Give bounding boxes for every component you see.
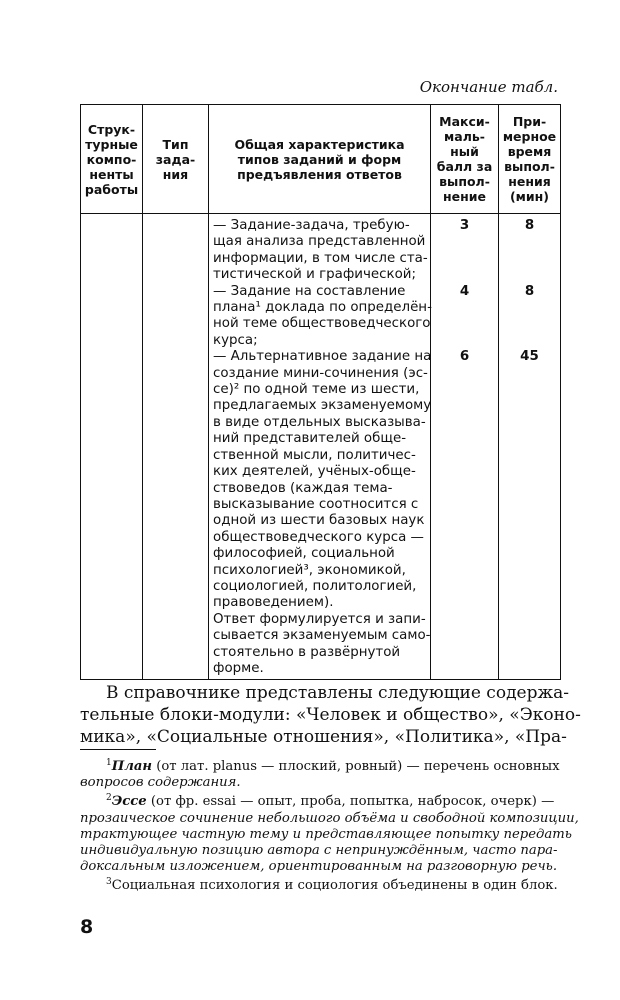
- description-line: правоведением).: [213, 595, 334, 611]
- description-line: ной теме обществоведческого: [213, 316, 431, 332]
- footnote-line: трактующее частную тему и представляющее попытку передать: [80, 826, 572, 842]
- page-number: 8: [80, 916, 94, 938]
- footnote-2: [80, 793, 579, 875]
- max-score-value: 6: [459, 349, 470, 364]
- description-line: сывается экзаменуемым само-: [213, 628, 431, 644]
- description-line: предлагаемых экзаменуемому: [213, 398, 432, 414]
- header-max-score: Макси- маль- ный балл за выпол- нение: [431, 105, 499, 214]
- body-paragraph: [80, 682, 581, 748]
- footnote-divider: [80, 749, 156, 750]
- footnote-3: [80, 878, 560, 894]
- footnote-line: вопросов содержания.: [80, 775, 241, 791]
- max-score-value: 3: [459, 218, 470, 233]
- description-line: психологией³, экономикой,: [213, 562, 406, 578]
- description-line: щая анализа представленной: [213, 234, 426, 250]
- footnote-term: План: [111, 759, 153, 774]
- time-value: 8: [524, 284, 535, 299]
- footnote-line: прозаическое сочинение небольшого объёма и свободной композиции,: [80, 810, 579, 826]
- description-cell: [209, 214, 431, 680]
- footnote-line: доксальным изложением, ориентированным на разговорную речь.: [80, 859, 558, 875]
- body-line: мика», «Социальные отношения», «Политика», «Пра-: [80, 727, 567, 747]
- body-line: В справочнике представлены следующие содержа-: [106, 683, 569, 703]
- description-line: — Задание на составление: [213, 283, 406, 299]
- description-line: се)² по одной теме из шести,: [213, 382, 420, 398]
- task-type-cell: [143, 214, 209, 680]
- description-line: — Альтернативное задание на: [213, 349, 432, 365]
- structural-component-cell: [81, 214, 143, 680]
- description-line: философией, социальной: [213, 546, 395, 562]
- description-line: тистической и графической;: [213, 267, 416, 283]
- header-approx-time: При- мерное время выпол- нения (мин): [499, 105, 561, 214]
- time-value: 45: [520, 349, 539, 364]
- description-line: ствоведов (каждая тема-: [213, 480, 393, 496]
- footnote-text: (от фр. essai — опыт, проба, попытка, набросок, очерк) —: [150, 794, 555, 810]
- footnote-mark: 1: [106, 758, 112, 768]
- max-score-value: 4: [459, 284, 470, 299]
- description-line: высказывание соотносится с: [213, 496, 419, 512]
- footnotes: [80, 758, 579, 898]
- time-value: 8: [524, 218, 535, 233]
- description-line: ких деятелей, учёных-обще-: [213, 464, 416, 480]
- description-line: плана¹ доклада по определён-: [213, 300, 432, 316]
- header-general-description: Общая характеристика типов заданий и форм предъявления ответов: [209, 105, 431, 214]
- max-score-cell: [431, 214, 499, 680]
- body-line: тельные блоки-модули: «Человек и общество», «Эконо-: [80, 705, 581, 725]
- footnote-line: [80, 759, 560, 775]
- description-line: — Задание-задача, требую-: [213, 218, 410, 233]
- footnote-line: [80, 878, 560, 894]
- description-line: ний представителей обще-: [213, 431, 407, 447]
- table-header-row: [81, 105, 561, 214]
- description-line: информации, в том числе ста-: [213, 250, 428, 266]
- footnote-mark: 3: [106, 877, 112, 888]
- description-line: стоятельно в развёрнутой: [213, 644, 401, 660]
- description-line: в виде отдельных высказыва-: [213, 414, 426, 430]
- approx-time-cell: [499, 214, 561, 680]
- footnote-text: Социальная психология и социология объединены в один блок.: [111, 878, 558, 894]
- footnote-1: [80, 759, 560, 791]
- header-task-type: Тип зада- ния: [143, 105, 209, 214]
- footnote-text: (от лат. planus — плоский, ровный) — перечень основных: [156, 759, 560, 774]
- footnote-line: [80, 794, 560, 810]
- description-line: создание мини-сочинения (эс-: [213, 365, 428, 381]
- footnote-line: индивидуальную позицию автора с непринуждённым, часто пара-: [80, 843, 558, 859]
- description-line: обществоведческого курса —: [213, 529, 424, 545]
- description-line: социологией, политологией,: [213, 578, 417, 594]
- description-line: Ответ формулируется и запи-: [213, 611, 426, 627]
- description-line: одной из шести базовых наук: [213, 513, 425, 529]
- description-line: форме.: [213, 660, 264, 676]
- table-caption: Окончание табл.: [419, 78, 558, 96]
- footnote-term: Эссе: [111, 794, 147, 810]
- description-line: ственной мысли, политичес-: [213, 447, 416, 463]
- header-structural-components: Струк- турные компо- ненты работы: [81, 105, 143, 214]
- tasks-table: [80, 104, 561, 680]
- table-row: [81, 214, 561, 680]
- description-line: курса;: [213, 332, 258, 348]
- footnote-mark: 2: [106, 793, 112, 804]
